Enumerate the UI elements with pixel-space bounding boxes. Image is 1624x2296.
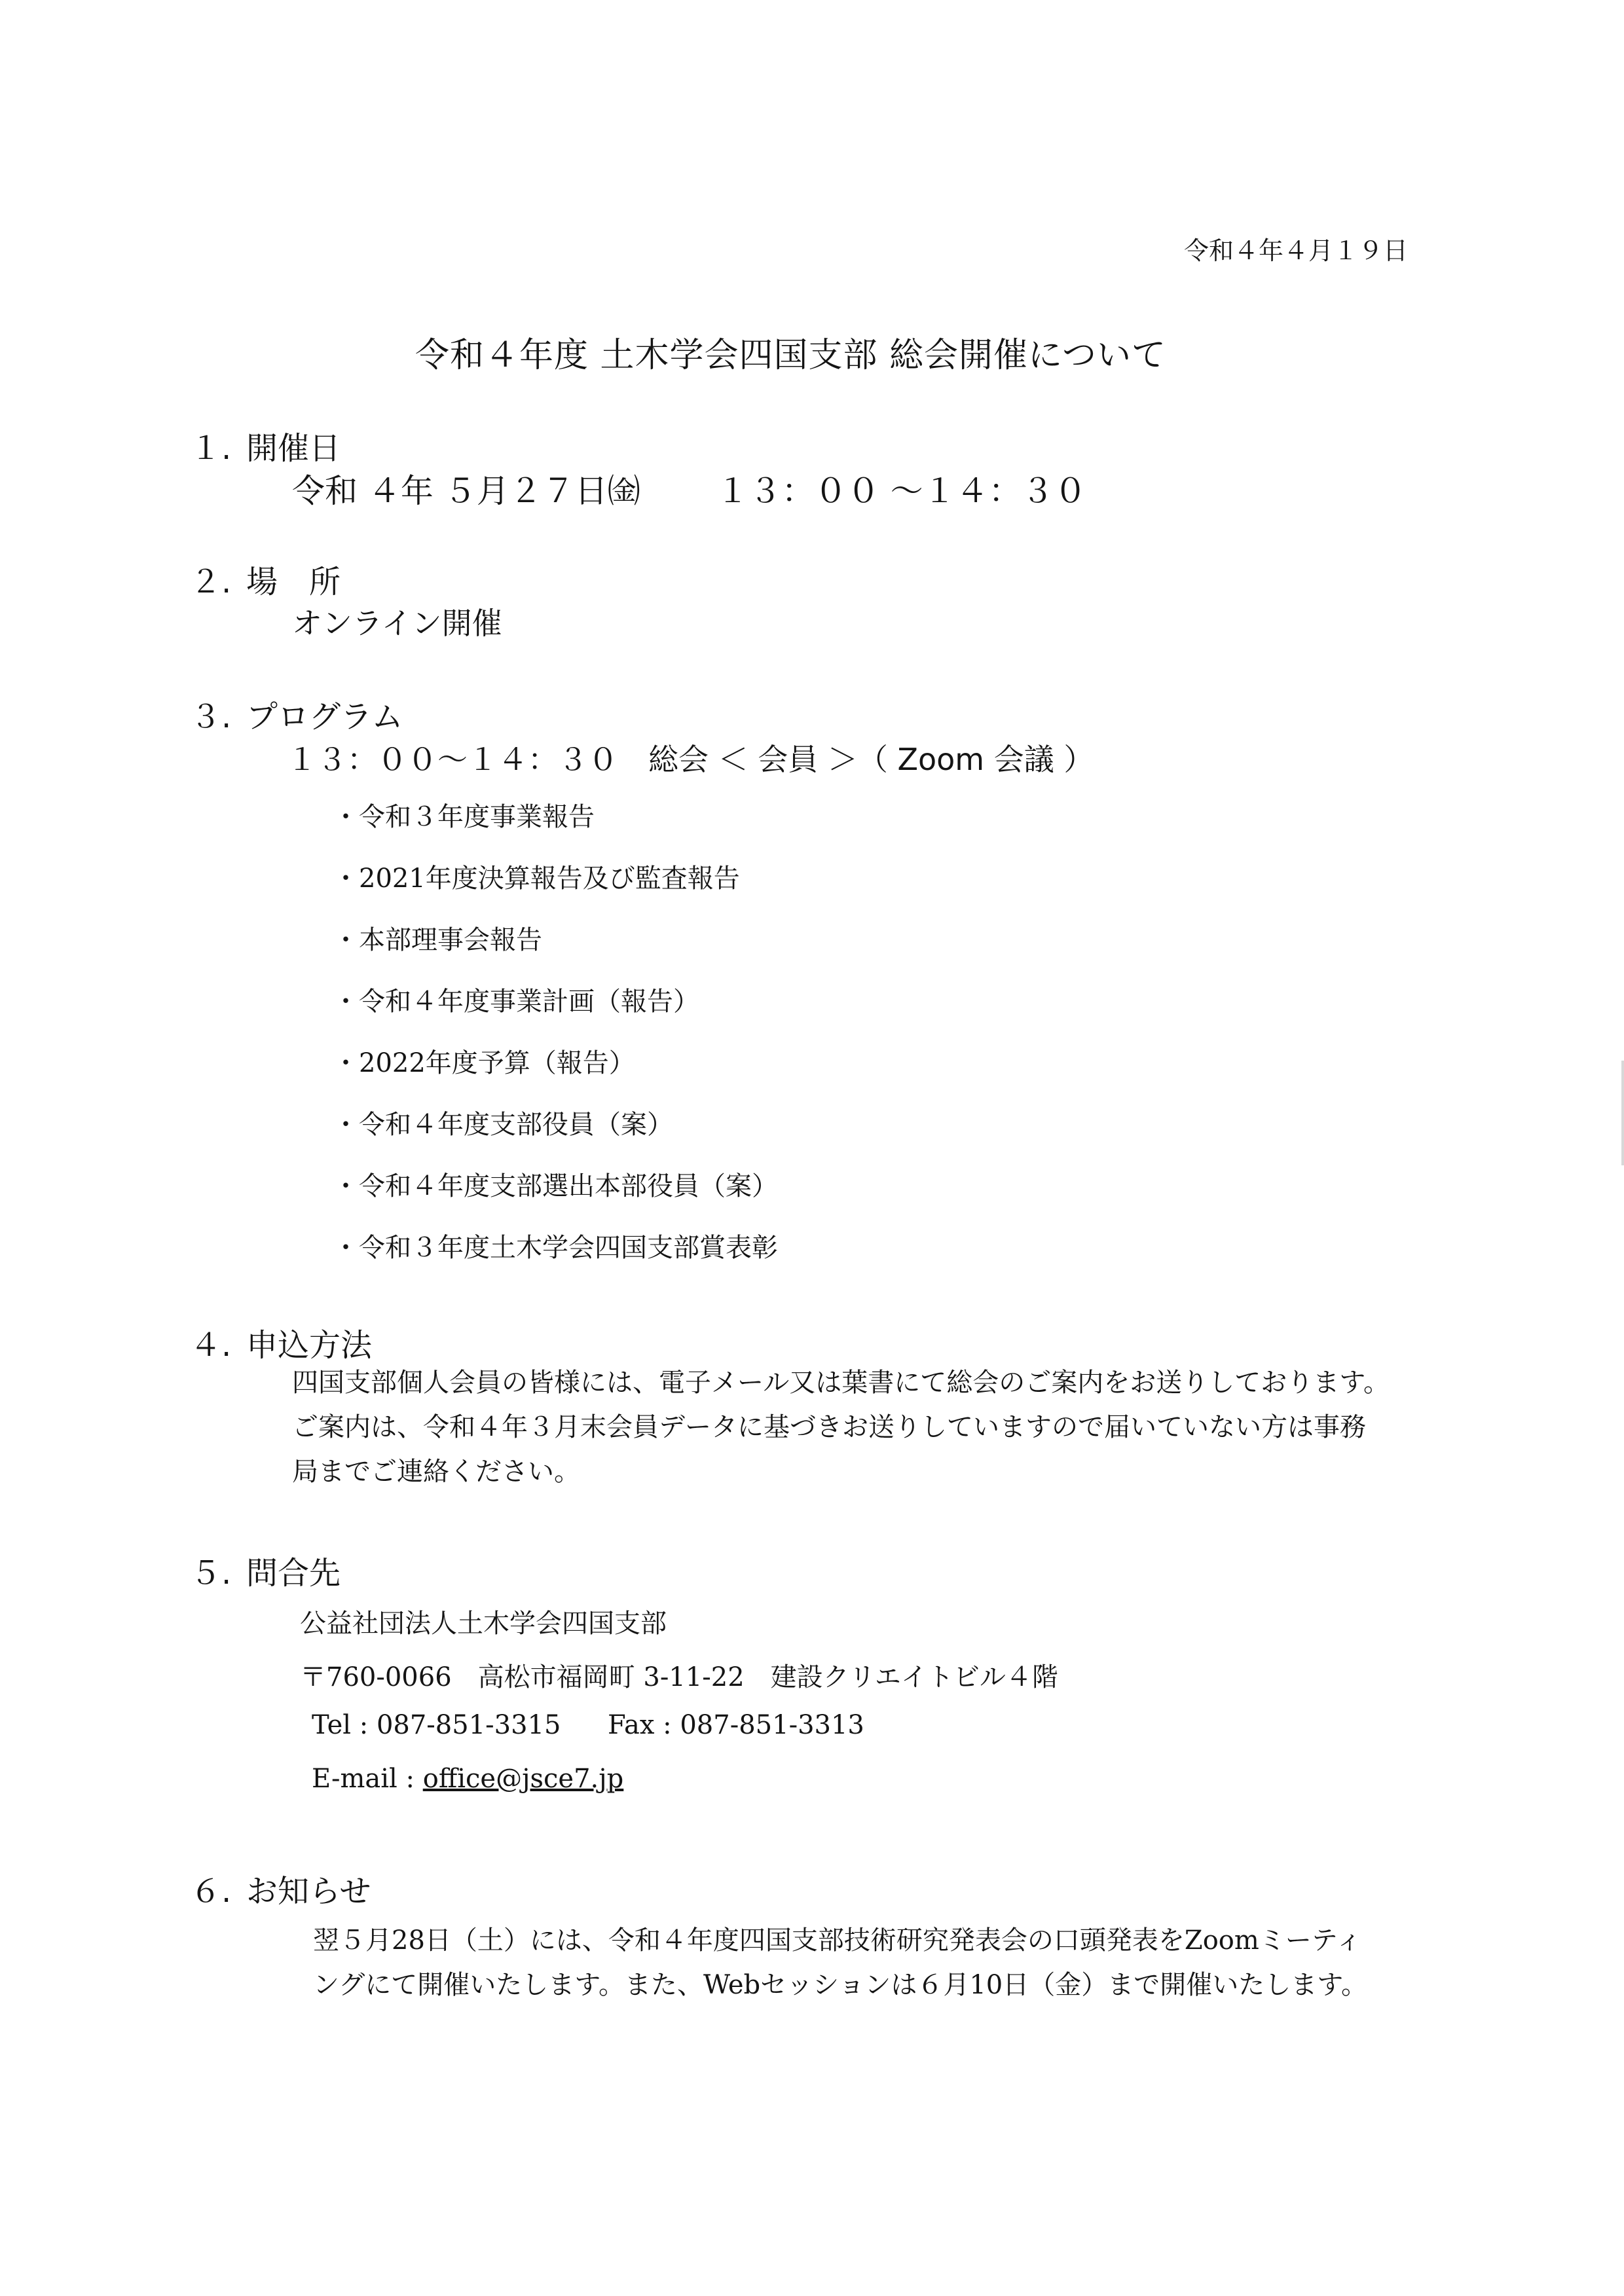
contact-organization: 公益社団法人土木学会四国支部 [300, 1609, 667, 1639]
meeting-venue: オンライン開催 [292, 606, 502, 641]
document-title: 令和４年度 土木学会四国支部 総会開催について [415, 336, 1167, 375]
contact-address: 〒760-0066 高松市福岡町 3-11-22 建設クリエイトビル４階 [300, 1662, 1058, 1692]
application-line: ご案内は、令和４年３月末会員データに基づきお送りしていますので届いていない方は事務 [292, 1412, 1366, 1442]
program-item: ・令和４年度支部役員（案） [333, 1110, 673, 1140]
section-title: プログラム [246, 699, 403, 735]
meeting-datetime: 令和 ４年 ５月２７日㈮ １３：００ ～１４：３０ [292, 472, 1087, 510]
contact-tel: Tel : 087-851-3315 [312, 1710, 561, 1740]
section-title: 場 所 [246, 564, 341, 600]
section-heading-program [190, 691, 403, 737]
program-item: ・2022年度予算（報告） [333, 1048, 635, 1078]
contact-fax: Fax : 087-851-3313 [608, 1710, 864, 1740]
section-number: ６. [190, 1873, 232, 1910]
section-heading-contact [190, 1548, 341, 1593]
program-item: ・令和４年度支部選出本部役員（案） [333, 1171, 778, 1201]
section-number: ２. [190, 564, 232, 600]
program-item: ・令和４年度事業計画（報告） [333, 987, 699, 1017]
section-heading-notice [190, 1866, 371, 1911]
email-label: E-mail : [312, 1764, 423, 1794]
notice-line: ングにて開催いたします。また、Webセッションは６月10日（金）まで開催いたします。 [313, 1970, 1368, 2000]
section-heading-schedule [190, 423, 341, 468]
contact-email [312, 1764, 623, 1794]
section-heading-application [190, 1320, 372, 1365]
application-line: 四国支部個人会員の皆様には、電子メール又は葉書にて総会のご案内をお送りしております。 [292, 1368, 1390, 1398]
section-title: 問合先 [246, 1555, 341, 1592]
section-heading-venue [190, 556, 341, 602]
application-text [292, 1360, 1390, 1494]
program-item: ・令和３年度土木学会四国支部賞表彰 [333, 1233, 778, 1263]
section-number: ４. [190, 1327, 232, 1364]
program-item: ・2021年度決算報告及び監査報告 [333, 864, 740, 894]
section-title: 開催日 [246, 430, 341, 467]
notice-line: 翌５月28日（土）には、令和４年度四国支部技術研究発表会の口頭発表をZoomミーティ [313, 1925, 1362, 1956]
program-item: ・令和３年度事業報告 [333, 802, 595, 832]
notice-text [313, 1918, 1367, 2007]
scan-edge-mark [1621, 1061, 1624, 1165]
section-title: 申込方法 [246, 1327, 373, 1364]
section-title: お知らせ [246, 1873, 371, 1910]
document-date: 令和４年４月１９日 [1184, 236, 1409, 265]
program-item: ・本部理事会報告 [333, 925, 542, 955]
application-line: 局までご連絡ください。 [292, 1457, 580, 1487]
section-number: １. [190, 430, 232, 467]
program-session: １３：００～１４：３０ 総会 ＜ 会員 ＞（ Zoom 会議 ） [287, 742, 1094, 777]
email-link[interactable]: office@jsce7.jp [422, 1764, 624, 1794]
section-number: ３. [190, 699, 232, 735]
section-number: ５. [190, 1555, 232, 1592]
